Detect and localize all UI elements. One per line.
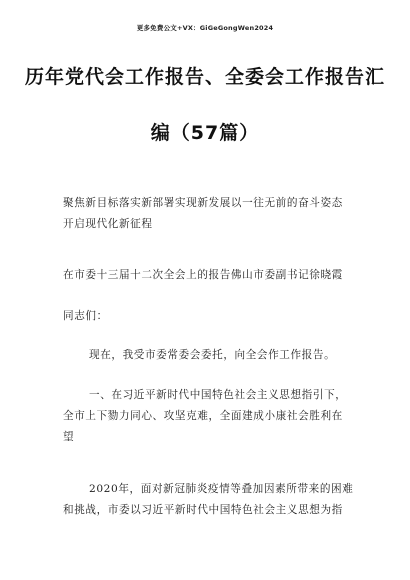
point-one-line-1: 一、在习近平新时代中国特色社会主义思想指引下， (89, 389, 347, 401)
section-heading-line-2: 开启现代化新征程 (63, 218, 153, 230)
point-one-line-2: 全市上下勠力同心、攻坚克难，全面建成小康社会胜利在 (63, 410, 343, 422)
header-note: 更多免费公文+VX：GiGeGongWen2024 (136, 24, 274, 32)
document-title-line-2: 编（57篇） (150, 122, 260, 144)
report-subtitle: 在市委十三届十二次全会上的报告佛山市委副书记徐晓霞 (63, 269, 343, 281)
paragraph-2020-line-1: 2020年，面对新冠肺炎疫情等叠加因素所带来的困难 (89, 483, 354, 495)
section-heading-line-1: 聚焦新目标落实新部署实现新发展以一往无前的奋斗姿态 (63, 197, 343, 209)
document-title-line-1: 历年党代会工作报告、全委会工作报告汇 (24, 66, 385, 88)
salutation: 同志们： (63, 310, 108, 322)
opening-paragraph: 现在，我受市委常委会委托，向全会作工作报告。 (89, 349, 336, 361)
paragraph-2020-line-2: 和挑战，市委以习近平新时代中国特色社会主义思想为指 (63, 504, 343, 516)
point-one-line-3: 望 (63, 431, 75, 443)
